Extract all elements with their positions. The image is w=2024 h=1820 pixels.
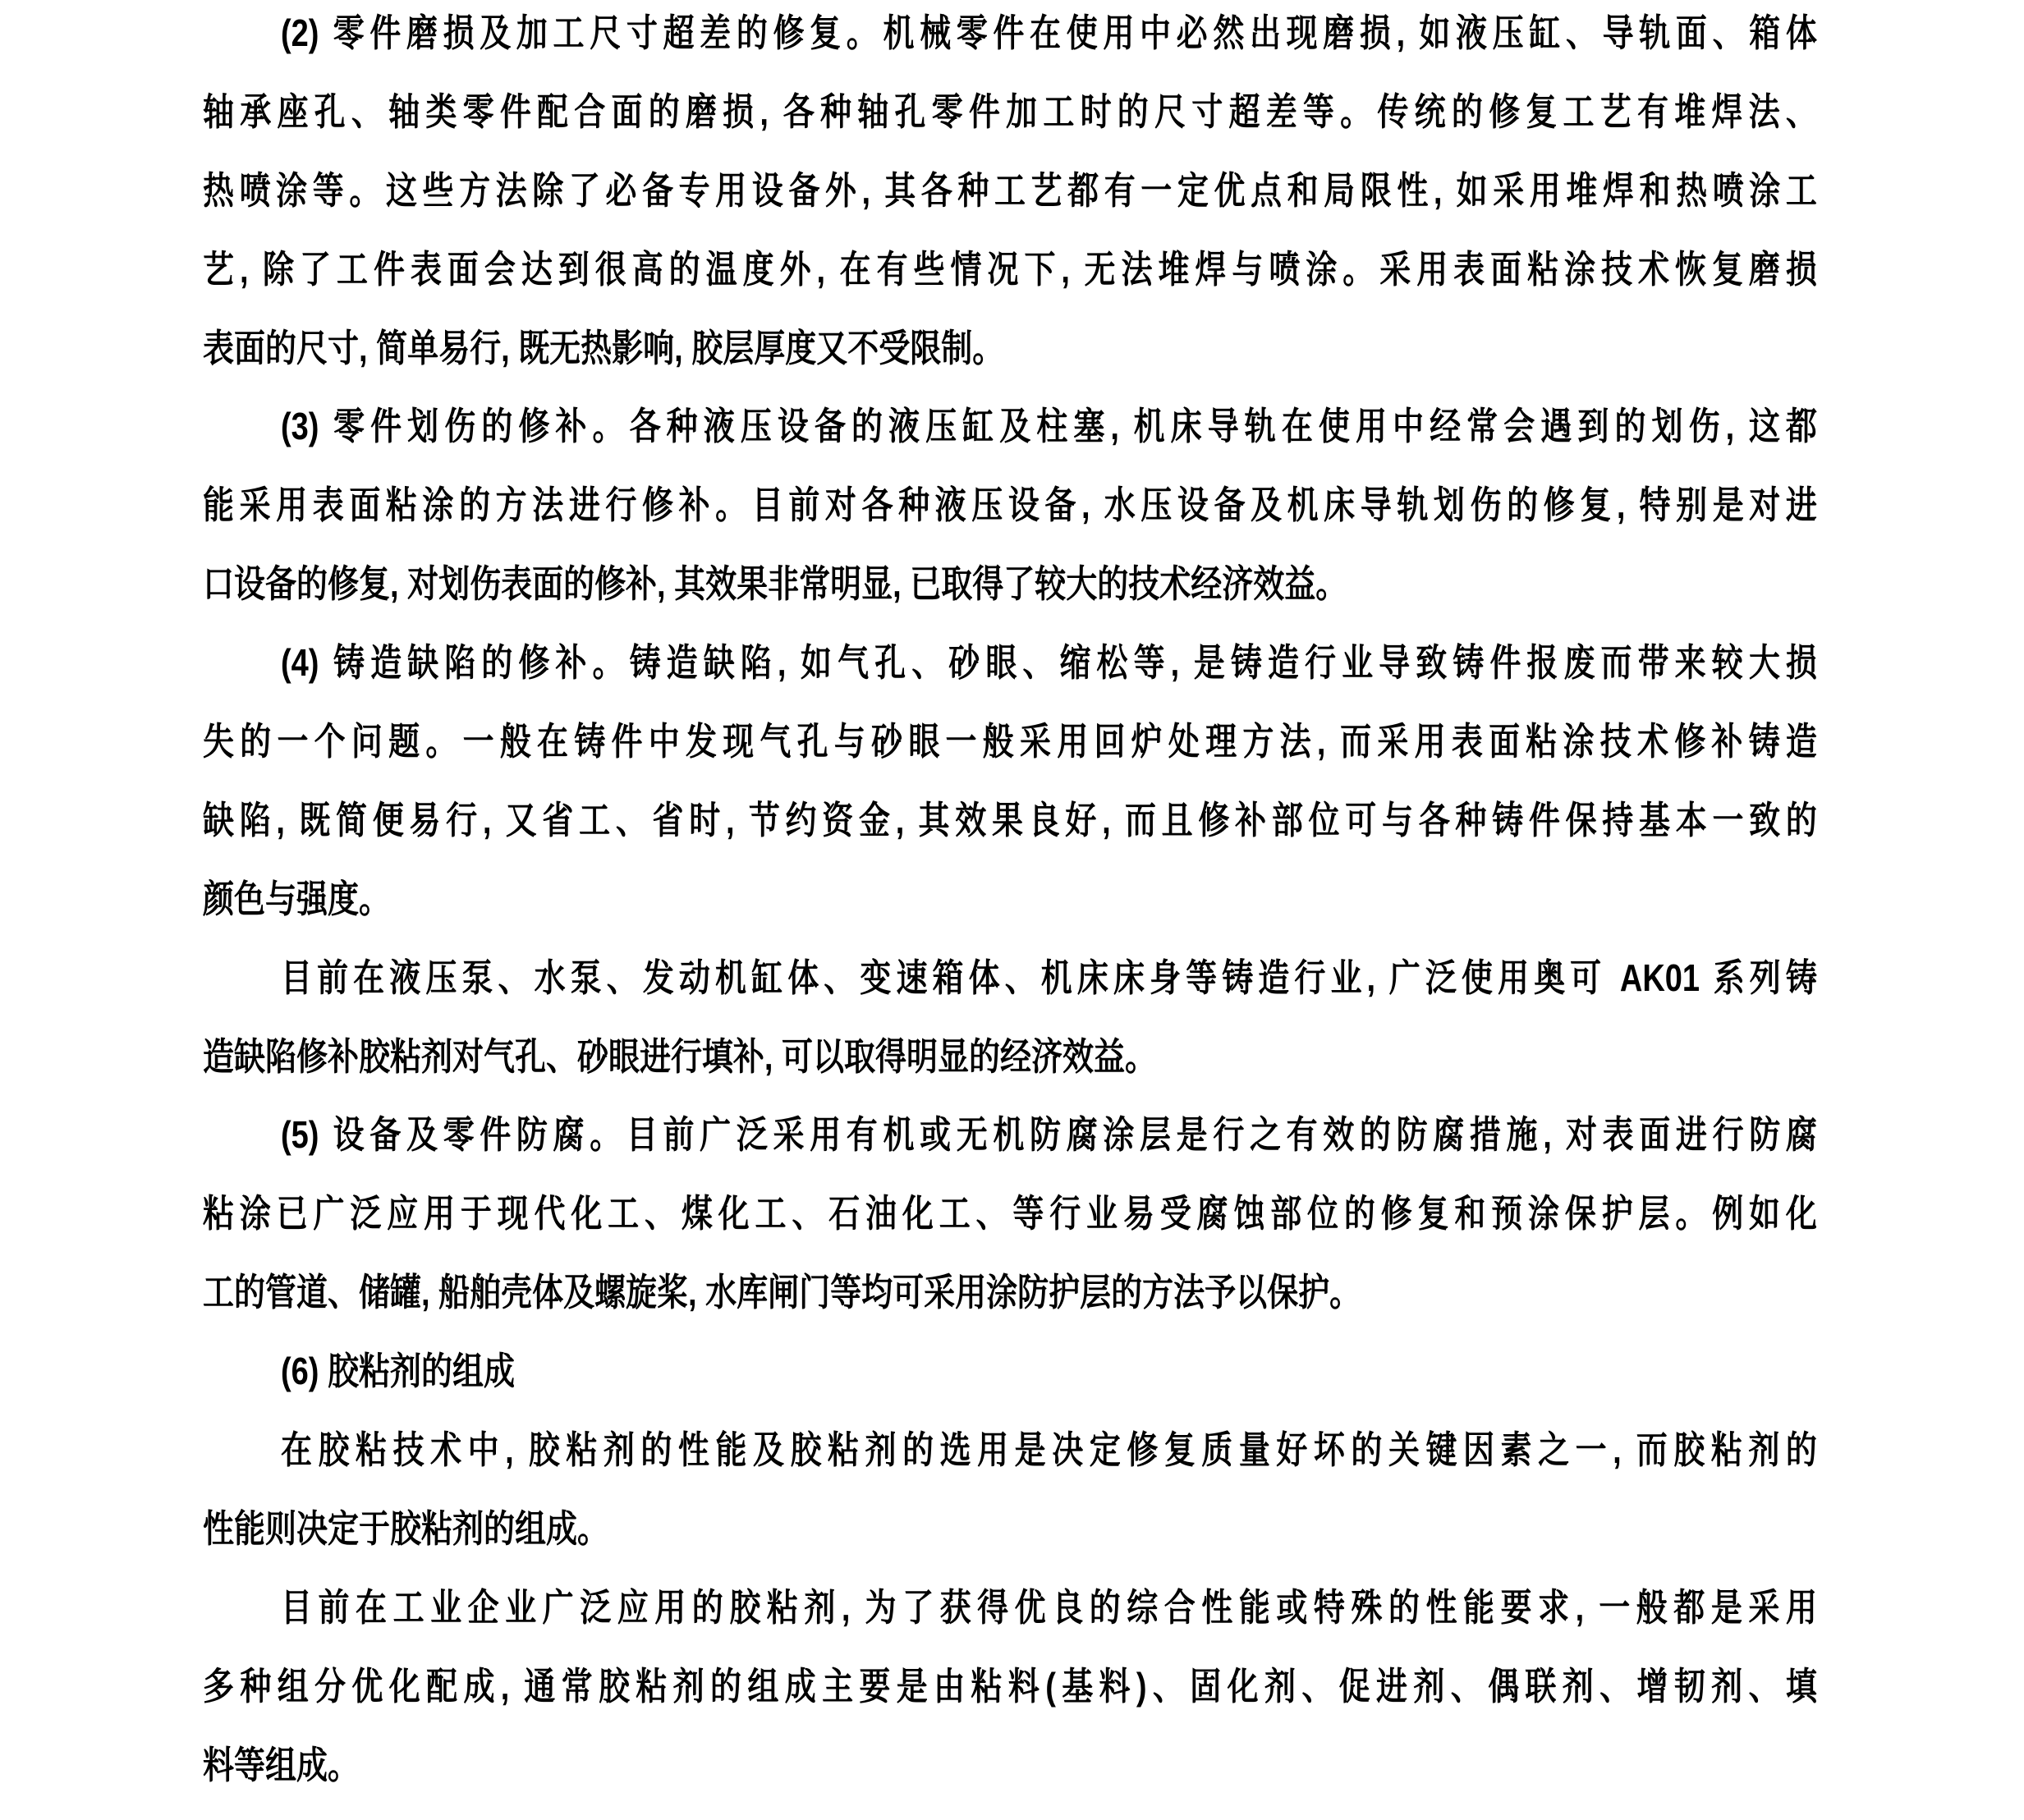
text-line-21: 目前在工业企业广泛应用的胶粘剂, 为了获得优良的综合性能或特殊的性能要求, 一般都是采用 <box>280 1585 1817 1629</box>
text-line-6: (3) 零件划伤的修补。各种液压设备的液压缸及柱塞, 机床导轨在使用中经常会遇到的划伤, 这都 <box>280 405 1817 448</box>
text-line-23: 料等组成。 <box>203 1743 359 1786</box>
text-line-10: 失的一个问题。一般在铸件中发现气孔与砂眼一般采用回炉处理方法, 而采用表面粘涂技术修补铸造 <box>203 720 1817 763</box>
text-line-11: 缺陷, 既简便易行, 又省工、省时, 节约资金, 其效果良好, 而且修补部位可与各种铸件保持基本一致的 <box>203 798 1817 841</box>
text-line-22: 多种组分优化配成, 通常胶粘剂的组成主要是由粘料(基料)、固化剂、促进剂、偶联剂、增韧剂、填 <box>203 1664 1817 1708</box>
text-line-13: 目前在液压泵、水泵、发动机缸体、变速箱体、机床床身等铸造行业, 广泛使用奥可 AK01 系列铸 <box>280 956 1817 999</box>
text-line-1: (2) 零件磨损及加工尺寸超差的修复。机械零件在使用中必然出现磨损, 如液压缸、导轨面、箱体 <box>280 11 1817 54</box>
text-line-7: 能采用表面粘涂的方法进行修补。目前对各种液压设备, 水压设备及机床导轨划伤的修复, 特别是对进 <box>203 484 1817 527</box>
text-line-12: 颜色与强度。 <box>203 877 390 920</box>
text-line-4: 艺, 除了工件表面会达到很高的温度外, 在有些情况下, 无法堆焊与喷涂。采用表面粘涂技术恢复磨损 <box>203 247 1817 291</box>
text-line-2: 轴承座孔、轴类零件配合面的磨损, 各种轴孔零件加工时的尺寸超差等。传统的修复工艺有堆焊法、 <box>203 89 1817 133</box>
text-line-9: (4) 铸造缺陷的修补。铸造缺陷, 如气孔、砂眼、缩松等, 是铸造行业导致铸件报废而带来较大损 <box>280 641 1817 685</box>
text-line-14: 造缺陷修补胶粘剂对气孔、砂眼进行填补, 可以取得明显的经济效益。 <box>203 1034 1156 1078</box>
text-line-20: 性能则决定于胶粘剂的组成。 <box>203 1506 608 1550</box>
text-line-18: (6) 胶粘剂的组成 <box>280 1350 515 1393</box>
document-text-block <box>203 8 2024 1818</box>
text-line-16: 粘涂已广泛应用于现代化工、煤化工、石油化工、等行业易受腐蚀部位的修复和预涂保护层。例如化 <box>203 1192 1817 1235</box>
text-line-15: (5) 设备及零件防腐。目前广泛采用有机或无机防腐涂层是行之有效的防腐措施, 对表面进行防腐 <box>280 1113 1817 1157</box>
text-line-19: 在胶粘技术中, 胶粘剂的性能及胶粘剂的选用是决定修复质量好坏的关键因素之一, 而胶粘剂的 <box>280 1428 1817 1472</box>
text-line-3: 热喷涂等。这些方法除了必备专用设备外, 其各种工艺都有一定优点和局限性, 如采用堆焊和热喷涂工 <box>203 168 1817 212</box>
text-line-5: 表面的尺寸, 简单易行, 既无热影响, 胶层厚度又不受限制。 <box>203 326 1004 369</box>
text-line-17: 工的管道、储罐, 船舶壳体及螺旋桨, 水库闸门等均可采用涂防护层的方法予以保护。 <box>203 1271 1361 1314</box>
text-line-8: 口设备的修复, 对划伤表面的修补, 其效果非常明显, 已取得了较大的技术经济效益。 <box>203 562 1347 606</box>
